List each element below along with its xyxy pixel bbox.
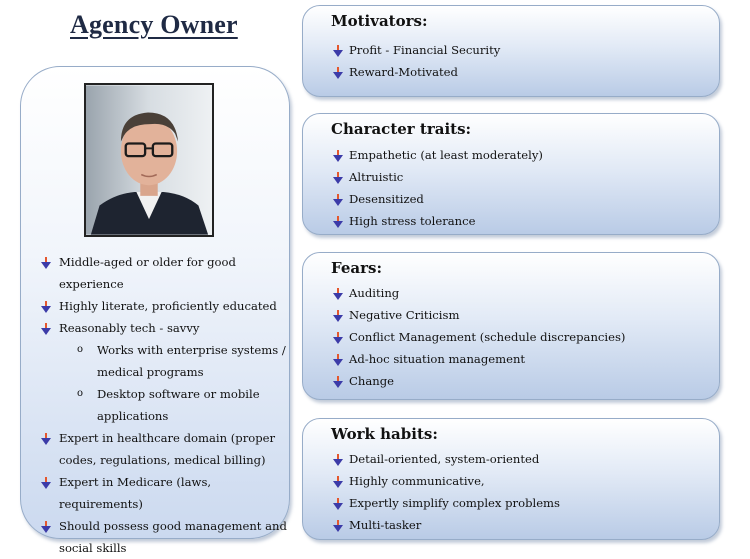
arrow-bullet-icon (333, 354, 343, 366)
fears-panel (302, 252, 720, 400)
trait-text: Desktop software or mobile (97, 387, 260, 401)
item-text: Multi-tasker (349, 518, 422, 532)
arrow-bullet-icon (41, 433, 51, 445)
item-text: Reward-Motivated (349, 65, 458, 79)
item-text: Change (349, 374, 394, 388)
arrow-bullet-icon (333, 216, 343, 228)
fears-list (331, 282, 625, 392)
trait-text: applications (97, 409, 169, 423)
list-item (331, 61, 500, 83)
list-item (39, 251, 289, 295)
list-item (39, 383, 289, 405)
arrow-bullet-icon (333, 332, 343, 344)
item-text: Detail-oriented, system-oriented (349, 452, 540, 466)
work-habits-list (331, 448, 560, 536)
trait-text: codes, regulations, medical billing) (59, 453, 266, 467)
list-item (331, 39, 500, 61)
item-text: Highly communicative, (349, 474, 485, 488)
list-item (331, 144, 543, 166)
list-item (331, 282, 625, 304)
list-item (39, 339, 289, 361)
motivators-list (331, 39, 500, 83)
item-text: High stress tolerance (349, 214, 476, 228)
arrow-bullet-icon (333, 454, 343, 466)
arrow-bullet-icon (41, 301, 51, 313)
arrow-bullet-icon (333, 172, 343, 184)
panel-heading: Motivators: (331, 12, 428, 30)
motivators-panel (302, 5, 720, 97)
item-text: Ad-hoc situation management (349, 352, 526, 366)
trait-text: Middle-aged or older for good experience (59, 255, 236, 291)
list-item (331, 188, 543, 210)
item-text: Empathetic (at least moderately) (349, 148, 543, 162)
arrow-bullet-icon (333, 498, 343, 510)
profile-photo (84, 83, 214, 237)
trait-text: Works with enterprise systems / (97, 343, 286, 357)
list-item (331, 448, 560, 470)
sub-bullet: o (77, 388, 84, 399)
list-item (39, 537, 289, 559)
item-text: Negative Criticism (349, 308, 460, 322)
arrow-bullet-icon (333, 376, 343, 388)
list-item (331, 470, 560, 492)
panel-heading: Work habits: (331, 425, 438, 443)
item-text: Desensitized (349, 192, 424, 206)
list-item (331, 492, 560, 514)
list-item (331, 348, 625, 370)
arrow-bullet-icon (333, 476, 343, 488)
person-portrait-icon (86, 85, 212, 235)
list-item (331, 514, 560, 536)
trait-text: Expert in Medicare (laws, requirements) (59, 475, 212, 511)
trait-text: Should possess good management and (59, 519, 287, 533)
list-item (331, 166, 543, 188)
trait-text: Highly literate, proficiently educated (59, 299, 277, 313)
item-text: Auditing (349, 286, 400, 300)
list-item (331, 304, 625, 326)
trait-text: social skills (59, 541, 127, 555)
arrow-bullet-icon (333, 288, 343, 300)
list-item (39, 427, 289, 449)
item-text: Conflict Management (schedule discrepancies) (349, 330, 626, 344)
arrow-bullet-icon (41, 521, 51, 533)
work-habits-panel (302, 418, 720, 540)
page-title: Agency Owner (70, 10, 238, 39)
item-text: Profit - Financial Security (349, 43, 501, 57)
arrow-bullet-icon (333, 310, 343, 322)
arrow-bullet-icon (41, 323, 51, 335)
list-item (39, 295, 289, 317)
panel-heading: Character traits: (331, 120, 472, 138)
list-item (39, 405, 289, 427)
trait-text: Expert in healthcare domain (proper (59, 431, 276, 445)
character-traits-panel (302, 113, 720, 235)
profile-traits-list (39, 251, 289, 559)
profile-card (20, 66, 290, 555)
arrow-bullet-icon (41, 257, 51, 269)
arrow-bullet-icon (333, 520, 343, 532)
list-item (331, 370, 625, 392)
item-text: Altruistic (349, 170, 404, 184)
trait-text: Reasonably tech - savvy (59, 321, 200, 335)
arrow-bullet-icon (333, 194, 343, 206)
list-item (39, 361, 289, 383)
trait-text: medical programs (97, 365, 204, 379)
item-text: Expertly simplify complex problems (349, 496, 561, 510)
character-traits-list (331, 144, 543, 232)
list-item (39, 317, 289, 339)
list-item (39, 515, 289, 537)
list-item (39, 471, 289, 515)
arrow-bullet-icon (333, 45, 343, 57)
sub-bullet: o (77, 344, 84, 355)
arrow-bullet-icon (333, 67, 343, 79)
list-item (331, 326, 625, 348)
list-item (331, 210, 543, 232)
list-item (39, 449, 289, 471)
panel-heading: Fears: (331, 259, 382, 277)
arrow-bullet-icon (41, 477, 51, 489)
arrow-bullet-icon (333, 150, 343, 162)
